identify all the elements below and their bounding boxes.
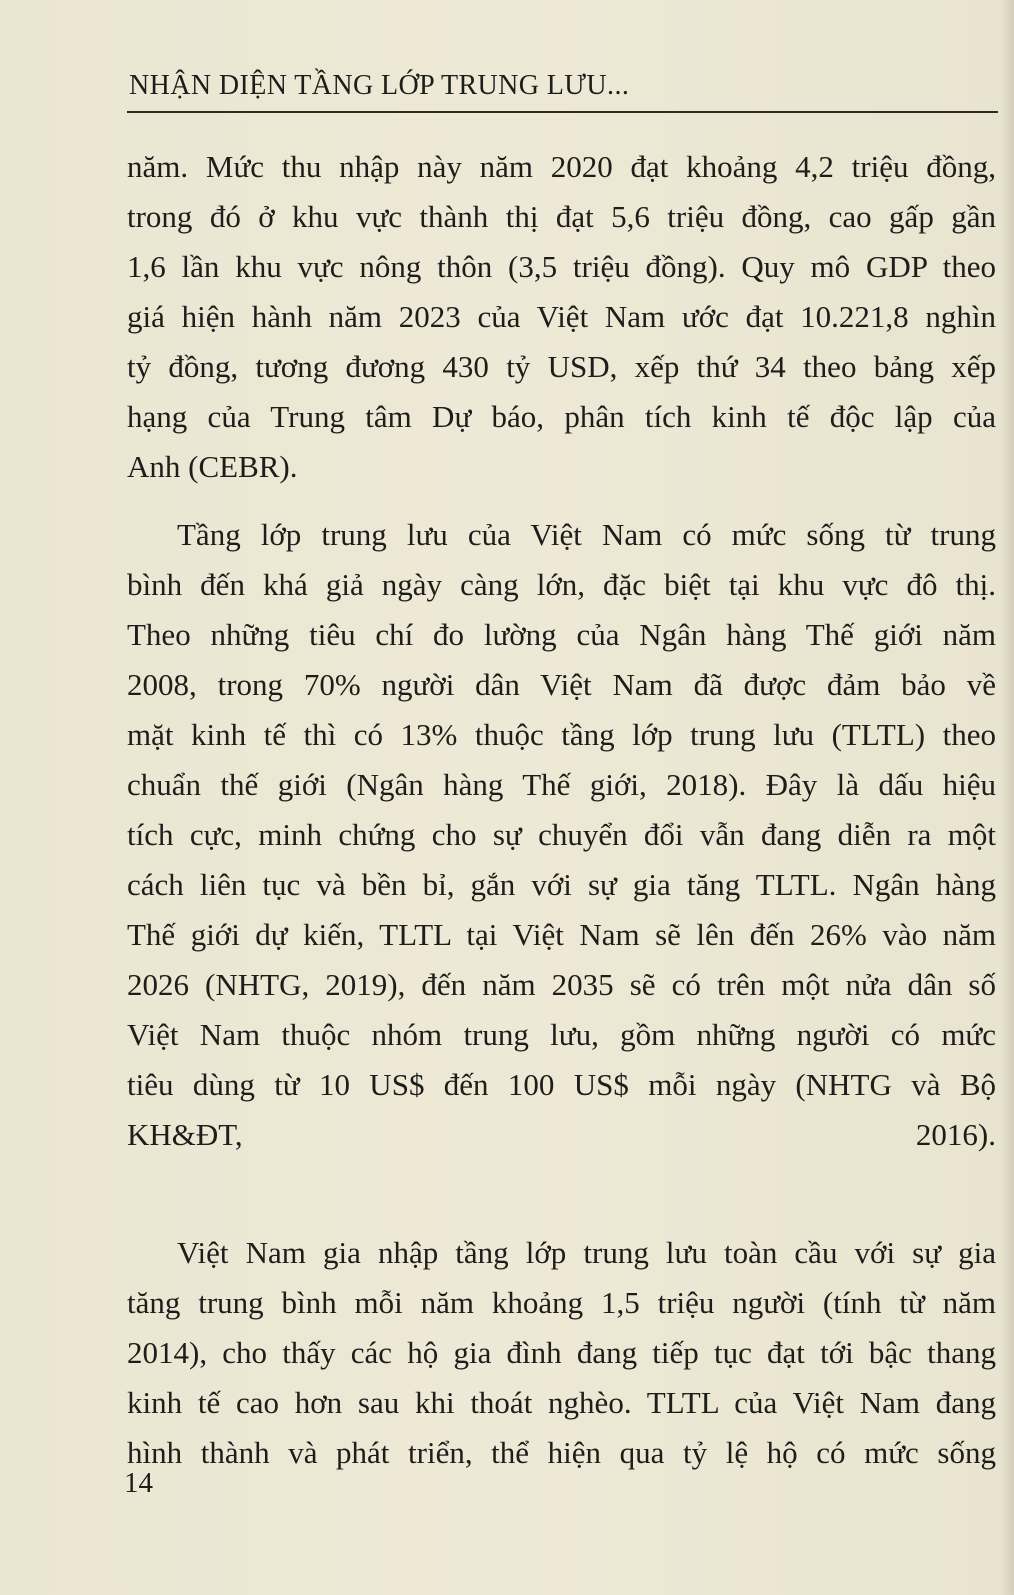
text-line: giá hiện hành năm 2023 của Việt Nam ước đạt 10.221,8 nghìn [127,299,996,334]
text-line: hạng của Trung tâm Dự báo, phân tích kinh tế độc lập của [127,399,996,434]
paragraph-1 [127,142,996,492]
text-line: 1,6 lần khu vực nông thôn (3,5 triệu đồng). Quy mô GDP theo [127,249,996,284]
body-text [127,142,996,1478]
text-line: trong đó ở khu vực thành thị đạt 5,6 triệu đồng, cao gấp gần [127,199,996,234]
text-line: bình đến khá giả ngày càng lớn, đặc biệt tại khu vực đô thị. [127,567,996,602]
text-line: tiêu dùng từ 10 US$ đến 100 US$ mỗi ngày (NHTG và Bộ [127,1067,996,1102]
paragraph-gap [127,492,996,510]
text-line: tích cực, minh chứng cho sự chuyển đổi vẫn đang diễn ra một [127,817,996,852]
text-line: tăng trung bình mỗi năm khoảng 1,5 triệu người (tính từ năm [127,1285,996,1320]
text-line: 2008, trong 70% người dân Việt Nam đã được đảm bảo về [127,667,996,702]
paragraph-2 [127,510,996,1210]
text-line: Theo những tiêu chí đo lường của Ngân hàng Thế giới năm [127,617,996,652]
text-line: mặt kinh tế thì có 13% thuộc tầng lớp trung lưu (TLTL) theo [127,717,996,752]
page-number: 14 [124,1467,153,1499]
text-line: hình thành và phát triển, thể hiện qua tỷ lệ hộ có mức sống [127,1435,996,1470]
text-line: tỷ đồng, tương đương 430 tỷ USD, xếp thứ 34 theo bảng xếp [127,349,996,384]
text-line: KH&ĐT, 2016). [127,1117,996,1152]
text-line: năm. Mức thu nhập này năm 2020 đạt khoảng 4,2 triệu đồng, [127,149,996,184]
running-head: NHẬN DIỆN TẦNG LỚP TRUNG LƯU... [129,70,630,101]
text-line: Thế giới dự kiến, TLTL tại Việt Nam sẽ lên đến 26% vào năm [127,917,996,952]
text-line: 2026 (NHTG, 2019), đến năm 2035 sẽ có trên một nửa dân số [127,967,996,1002]
paragraph-3 [127,1228,996,1478]
page-edge-shadow [1000,0,1014,1595]
header-rule [127,111,998,113]
text-line: 2014), cho thấy các hộ gia đình đang tiếp tục đạt tới bậc thang [127,1335,996,1370]
text-line: Việt Nam thuộc nhóm trung lưu, gồm những người có mức [127,1017,996,1052]
text-line: Việt Nam gia nhập tầng lớp trung lưu toàn cầu với sự gia [177,1235,996,1270]
paragraph-gap [127,1210,996,1228]
text-line: Tầng lớp trung lưu của Việt Nam có mức sống từ trung [177,517,996,552]
text-line [127,1160,996,1210]
text-line: cách liên tục và bền bỉ, gắn với sự gia tăng TLTL. Ngân hàng [127,867,996,902]
text-line: kinh tế cao hơn sau khi thoát nghèo. TLTL của Việt Nam đang [127,1385,996,1420]
text-line: chuẩn thế giới (Ngân hàng Thế giới, 2018). Đây là dấu hiệu [127,767,996,802]
text-line: Anh (CEBR). [127,449,298,484]
